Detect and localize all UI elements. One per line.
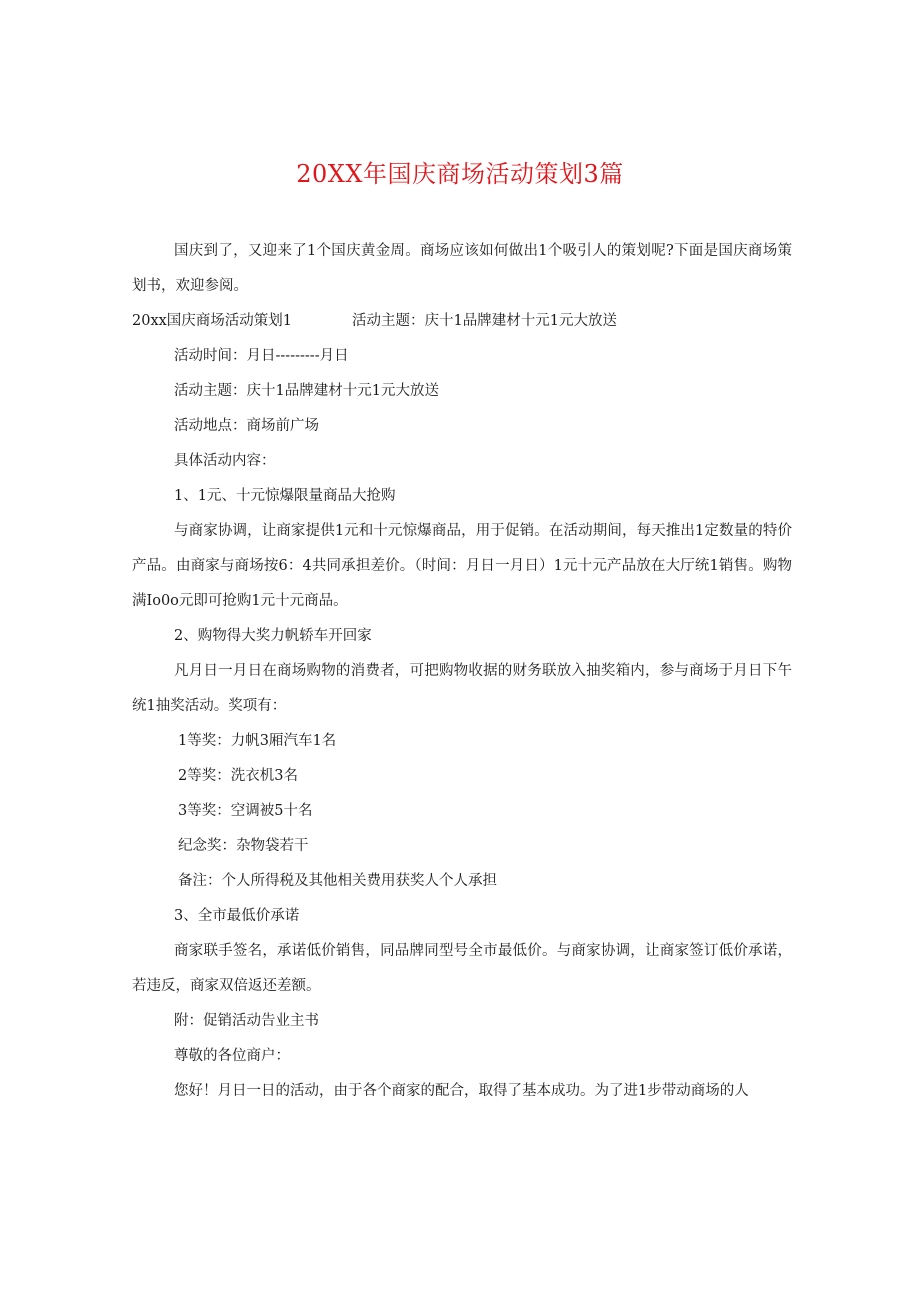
item1-title: 1、1元、十元惊爆限量商品大抢购 bbox=[174, 488, 396, 504]
item1-body: 与商家协调，让商家提供1元和十元惊爆商品，用于促销。在活动期间，每天推出1定数量的特价产品。由商家与商场按6：4共同承担差价。（时间：月日一月日）1元十元产品放在大厅统1销售。购物满Io0o元即可抢购1元十元商品。 bbox=[132, 523, 792, 609]
plan-heading bbox=[132, 304, 792, 339]
prize-souvenir: 纪念奖：杂物袋若干 bbox=[178, 838, 309, 854]
letter-first-line: 您好！月日一日的活动，由于各个商家的配合，取得了基本成功。为了进1步带动商场的人 bbox=[174, 1083, 749, 1099]
plan-heading-title: 20xx国庆商场活动策划1 bbox=[132, 313, 293, 329]
page-title: 20XX年国庆商场活动策划3篇 bbox=[296, 160, 624, 188]
appendix-title: 附：促销活动告业主书 bbox=[174, 1013, 319, 1029]
intro-paragraph: 国庆到了，又迎来了1个国庆黄金周。商场应该如何做出1个吸引人的策划呢?下面是国庆商场策划书，欢迎参阅。 bbox=[132, 243, 792, 294]
activity-content-label: 具体活动内容： bbox=[174, 453, 276, 469]
remark: 备注：个人所得税及其他相关费用获奖人个人承担 bbox=[178, 873, 497, 889]
plan-heading-theme: 活动主题：庆十1品牌建材十元1元大放送 bbox=[352, 313, 617, 329]
prize-third: 3等奖：空调被5十名 bbox=[178, 803, 313, 819]
item2-title: 2、购物得大奖力帆轿车开回家 bbox=[174, 628, 372, 644]
prize-second: 2等奖：洗衣机3名 bbox=[178, 768, 298, 784]
activity-place: 活动地点：商场前广场 bbox=[174, 418, 319, 434]
document-body bbox=[132, 234, 792, 1109]
item3-title: 3、全市最低价承诺 bbox=[174, 908, 300, 924]
item2-body: 凡月日一月日在商场购物的消费者，可把购物收据的财务联放入抽奖箱内，参与商场于月日下午统1抽奖活动。奖项有： bbox=[132, 663, 792, 714]
salutation: 尊敬的各位商户： bbox=[174, 1048, 290, 1064]
item3-body: 商家联手签名，承诺低价销售，同品牌同型号全市最低价。与商家协调，让商家签订低价承诺，若违反，商家双倍返还差额。 bbox=[132, 943, 792, 994]
activity-theme: 活动主题：庆十1品牌建材十元1元大放送 bbox=[174, 383, 439, 399]
prize-first: 1等奖：力帆3厢汽车1名 bbox=[178, 733, 337, 749]
activity-time: 活动时间：月日---------月日 bbox=[174, 348, 349, 364]
